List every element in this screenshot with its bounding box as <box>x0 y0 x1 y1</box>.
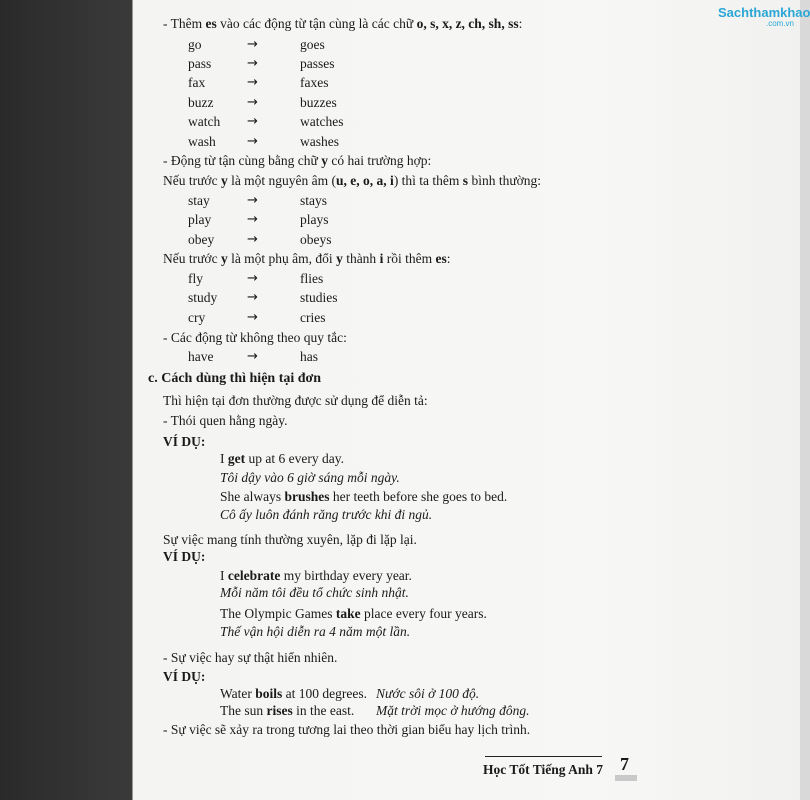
example-label: VÍ DỤ: <box>163 549 206 564</box>
usage-fact: - Sự việc hay sự thật hiển nhiên. <box>163 650 338 665</box>
example-translation: Thế vận hội diễn ra 4 năm một lần. <box>220 624 411 639</box>
verb-form: studies <box>300 290 338 305</box>
footer-book-title: Học Tốt Tiếng Anh 7 <box>483 762 604 777</box>
base-verb: cry <box>188 310 206 325</box>
page-number: 7 <box>620 754 629 774</box>
arrow-icon: → <box>247 232 258 247</box>
verb-form: watches <box>300 114 344 129</box>
verb-form: buzzes <box>300 95 337 110</box>
example-sentence: The sun rises in the east. <box>220 703 355 718</box>
example-sentence: I get up at 6 every day. <box>220 451 344 466</box>
base-verb: stay <box>188 193 210 208</box>
example-translation: Mỗi năm tôi đều tổ chức sinh nhật. <box>220 585 409 600</box>
example-label: VÍ DỤ: <box>163 434 206 449</box>
base-verb: watch <box>188 114 221 129</box>
verb-form: faxes <box>300 75 329 90</box>
base-verb: pass <box>188 56 212 71</box>
example-sentence: She always brushes her teeth before she goes to bed. <box>220 489 508 504</box>
rule-irregular: - Các động từ không theo quy tắc: <box>163 330 347 345</box>
example-translation: Tôi dậy vào 6 giờ sáng mỗi ngày. <box>220 470 400 485</box>
base-verb: buzz <box>188 95 214 110</box>
base-verb: go <box>188 37 202 52</box>
example-translation: Nước sôi ở 100 độ. <box>376 686 480 701</box>
example-sentence: The Olympic Games take place every four years. <box>220 606 487 621</box>
arrow-icon: → <box>247 193 258 208</box>
rule-es: - Thêm es vào các động từ tận cùng là các chữ o, s, x, z, ch, sh, ss: <box>163 16 523 31</box>
base-verb: play <box>188 212 212 227</box>
verb-form: goes <box>300 37 325 52</box>
arrow-icon: → <box>247 114 258 129</box>
rule-y: - Động từ tận cùng bằng chữ y có hai trường hợp: <box>163 153 432 168</box>
usage-repeated: Sự việc mang tính thường xuyên, lặp đi lặp lại. <box>163 532 417 547</box>
usage-schedule: - Sự việc sẽ xảy ra trong tương lai theo thời gian biểu hay lịch trình. <box>163 722 531 737</box>
example-translation: Cô ấy luôn đánh răng trước khi đi ngủ. <box>220 507 433 522</box>
example-label: VÍ DỤ: <box>163 669 206 684</box>
verb-form: plays <box>300 212 329 227</box>
arrow-icon: → <box>247 212 258 227</box>
arrow-icon: → <box>247 310 258 325</box>
verb-form: passes <box>300 56 335 71</box>
example-translation: Mặt trời mọc ở hướng đông. <box>376 703 530 718</box>
arrow-icon: → <box>247 134 258 149</box>
arrow-icon: → <box>247 56 258 71</box>
arrow-icon: → <box>247 75 258 90</box>
rule-y-vowel: Nếu trước y là một nguyên âm (u, e, o, a, i) thì ta thêm s bình thường: <box>163 173 542 188</box>
watermark-logo <box>718 5 810 28</box>
verb-form: flies <box>300 271 324 286</box>
section-intro: Thì hiện tại đơn thường được sử dụng để diễn tả: <box>163 393 428 408</box>
verb-form: stays <box>300 193 327 208</box>
verb-form: obeys <box>300 232 332 247</box>
base-verb: fax <box>188 75 206 90</box>
watermark-main: Sachthamkhao <box>718 5 810 20</box>
arrow-icon: → <box>247 37 258 52</box>
arrow-icon: → <box>247 95 258 110</box>
base-verb: have <box>188 349 214 364</box>
arrow-icon: → <box>247 349 258 364</box>
example-sentence: Water boils at 100 degrees. <box>220 686 368 701</box>
base-verb: wash <box>188 134 216 149</box>
base-verb: study <box>188 290 218 305</box>
page-number-shade <box>615 775 637 781</box>
verb-form: has <box>300 349 318 364</box>
arrow-icon: → <box>247 290 258 305</box>
arrow-icon: → <box>247 271 258 286</box>
base-verb: fly <box>188 271 203 286</box>
example-sentence: I celebrate my birthday every year. <box>220 568 412 583</box>
footer-divider <box>485 756 602 757</box>
verb-form: washes <box>300 134 339 149</box>
watermark-sub: .com.vn <box>765 19 794 28</box>
verb-form: cries <box>300 310 326 325</box>
rule-y-consonant: Nếu trước y là một phụ âm, đổi y thành i rồi thêm es: <box>163 251 451 266</box>
base-verb: obey <box>188 232 215 247</box>
usage-habit: - Thói quen hằng ngày. <box>163 413 288 428</box>
section-heading: c. Cách dùng thì hiện tại đơn <box>148 371 322 386</box>
